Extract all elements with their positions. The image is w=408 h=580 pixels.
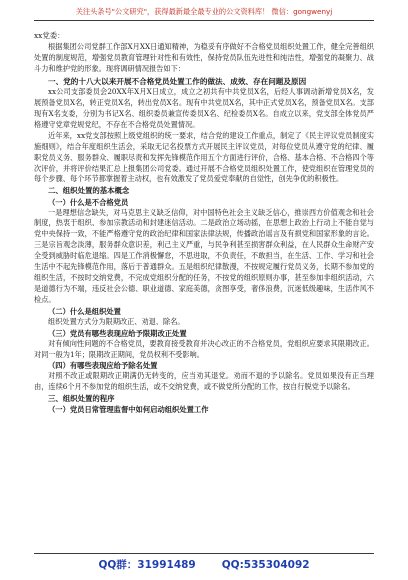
footer-qq: QQ:535304092 <box>221 559 310 571</box>
promo-banner: 关注头条号"公文研究"，获得最新最全最专业的公文资料库！ 微信：gongwenyj <box>75 7 333 16</box>
salutation: xx党委： <box>34 31 65 40</box>
footer-rule <box>34 553 374 554</box>
paragraph: 对照不改正或限期改正期满仍无转变的，应当劝其退党。劝而不退的予以除名。党员如果没有正当理由，连续6个月不参加党的组织生活，或不交纳党费，或不做党所分配的工作，按自行脱党予以除名。 <box>34 371 374 392</box>
header-rule <box>34 20 374 21</box>
subsection-heading: （三）党员有哪些表现应给予限期改正处置 <box>48 328 187 338</box>
paragraph: xx公司支部委员会20XX年X月X日成立，成立之初共有中共党员X名，后经人事调动新增党员X名，发展预备党员X名，转正党员X名，转出党员X名。现有中共党员X名，其中正式党员X名，预备党员X名。支部现有X名支委，分别为书记X名、组织委员兼宣传委员X名、纪检委员X名。自成立以来，党支部全体党员严格遵守党章党规党纪，不存在不合格党员处置情况。 <box>34 87 374 129</box>
paragraph: 近年来，xx党支部按照上级党组织的统一要求，结合党的建设工作重点，制定了《民主评议党员制度实施细则》，结合年度组织生活会，采取无记名投票方式开展民主评议党员，对每位党员从遵守党的纪律、履职党员义务、服务群众、履职尽责和发挥先锋模范作用五个方面进行评价，合格、基本合格、不合格四个等次评价，并将评价结果汇总上报集团公司党委。通过开展不合格党员组织处置工作，使党组织在管理党员的每个步骤、每个环节都掌握着主动权，也有效激发了党员爱党奉献的自觉性，创先争优的积极性。 <box>34 130 374 184</box>
document-body <box>34 30 374 550</box>
subsection-heading: （二）什么是组织处置 <box>48 306 121 316</box>
part-heading: 三、组织处置的程序 <box>48 394 115 404</box>
paragraph: 对有倾向性问题的不合格党员，要教育接受教育并决心改正的不合格党员，党组织应要求其限期改正。对同一般为1年；限期改正期间，党员权利不受影响。 <box>34 338 374 359</box>
footer-contact <box>34 557 374 573</box>
paragraph: 根据集团公司党群工作部X月XX日通知精神，为稳妥有序做好不合格党员组织处置工作，健全完善组织处置的制度规范，增强党员教育管理针对性和有效性，保持党员队伍先进性和纯洁性，增强党的凝聚力、战斗力和维护党的形象。现将调研情况报告如下： <box>34 42 374 73</box>
footer-qq-group: QQ群：31991489 <box>98 559 196 571</box>
subsection-heading: （四）有哪些表现应给予除名处置 <box>48 361 158 371</box>
content-blocks <box>34 42 374 415</box>
subsection-heading: （一）党员日常管理监督中如何启动组织处置工作 <box>48 405 209 415</box>
subsection-heading: （一）什么是不合格党员 <box>48 197 129 207</box>
paragraph: 组织处置方式分为限期改正、劝退、除名。 <box>48 316 185 326</box>
paragraph: 一是理想信念缺失，对马克思主义缺乏信仰，对中国特色社会主义缺乏信心，推崇西方价值观念和社会制度，热衷于组织、参加宗教活动和封建迷信活动。二是政治立场动摇，在思想上政治上行动上不能自觉与党中央保持一致，不能严格遵守党的政治纪律和国家法律法规，传播政治谣言及有损党和国家形象的言论。三是宗旨观念淡薄，服务群众意识差，利己主义严重，与民争利甚至损害群众利益，在人民群众生命财产安全受到威胁时临危退缩。四是工作消极懈怠，不思进取，不负责任，不敢担当，在生活、工作、学习和社会生活中不起先锋模范作用，落后于普通群众。五是组织纪律散漫，不按规定履行党员义务，长期不参加党的组织生活，不按时交纳党费，不完成党组织分配的任务，不按党的组织原则办事，甚至参加非组织活动，六是道德行为不端，违反社会公德、职业道德、家庭美德，贪图享受，奢侈浪费，沉迷低级趣味，生活作风不检点。 <box>34 207 374 304</box>
section-heading: 一、党的十八大以来开展不合格党员处置工作的做法、成效、存在问题及原因 <box>48 76 307 86</box>
part-heading: 二、组织处置的基本概念 <box>48 186 130 196</box>
